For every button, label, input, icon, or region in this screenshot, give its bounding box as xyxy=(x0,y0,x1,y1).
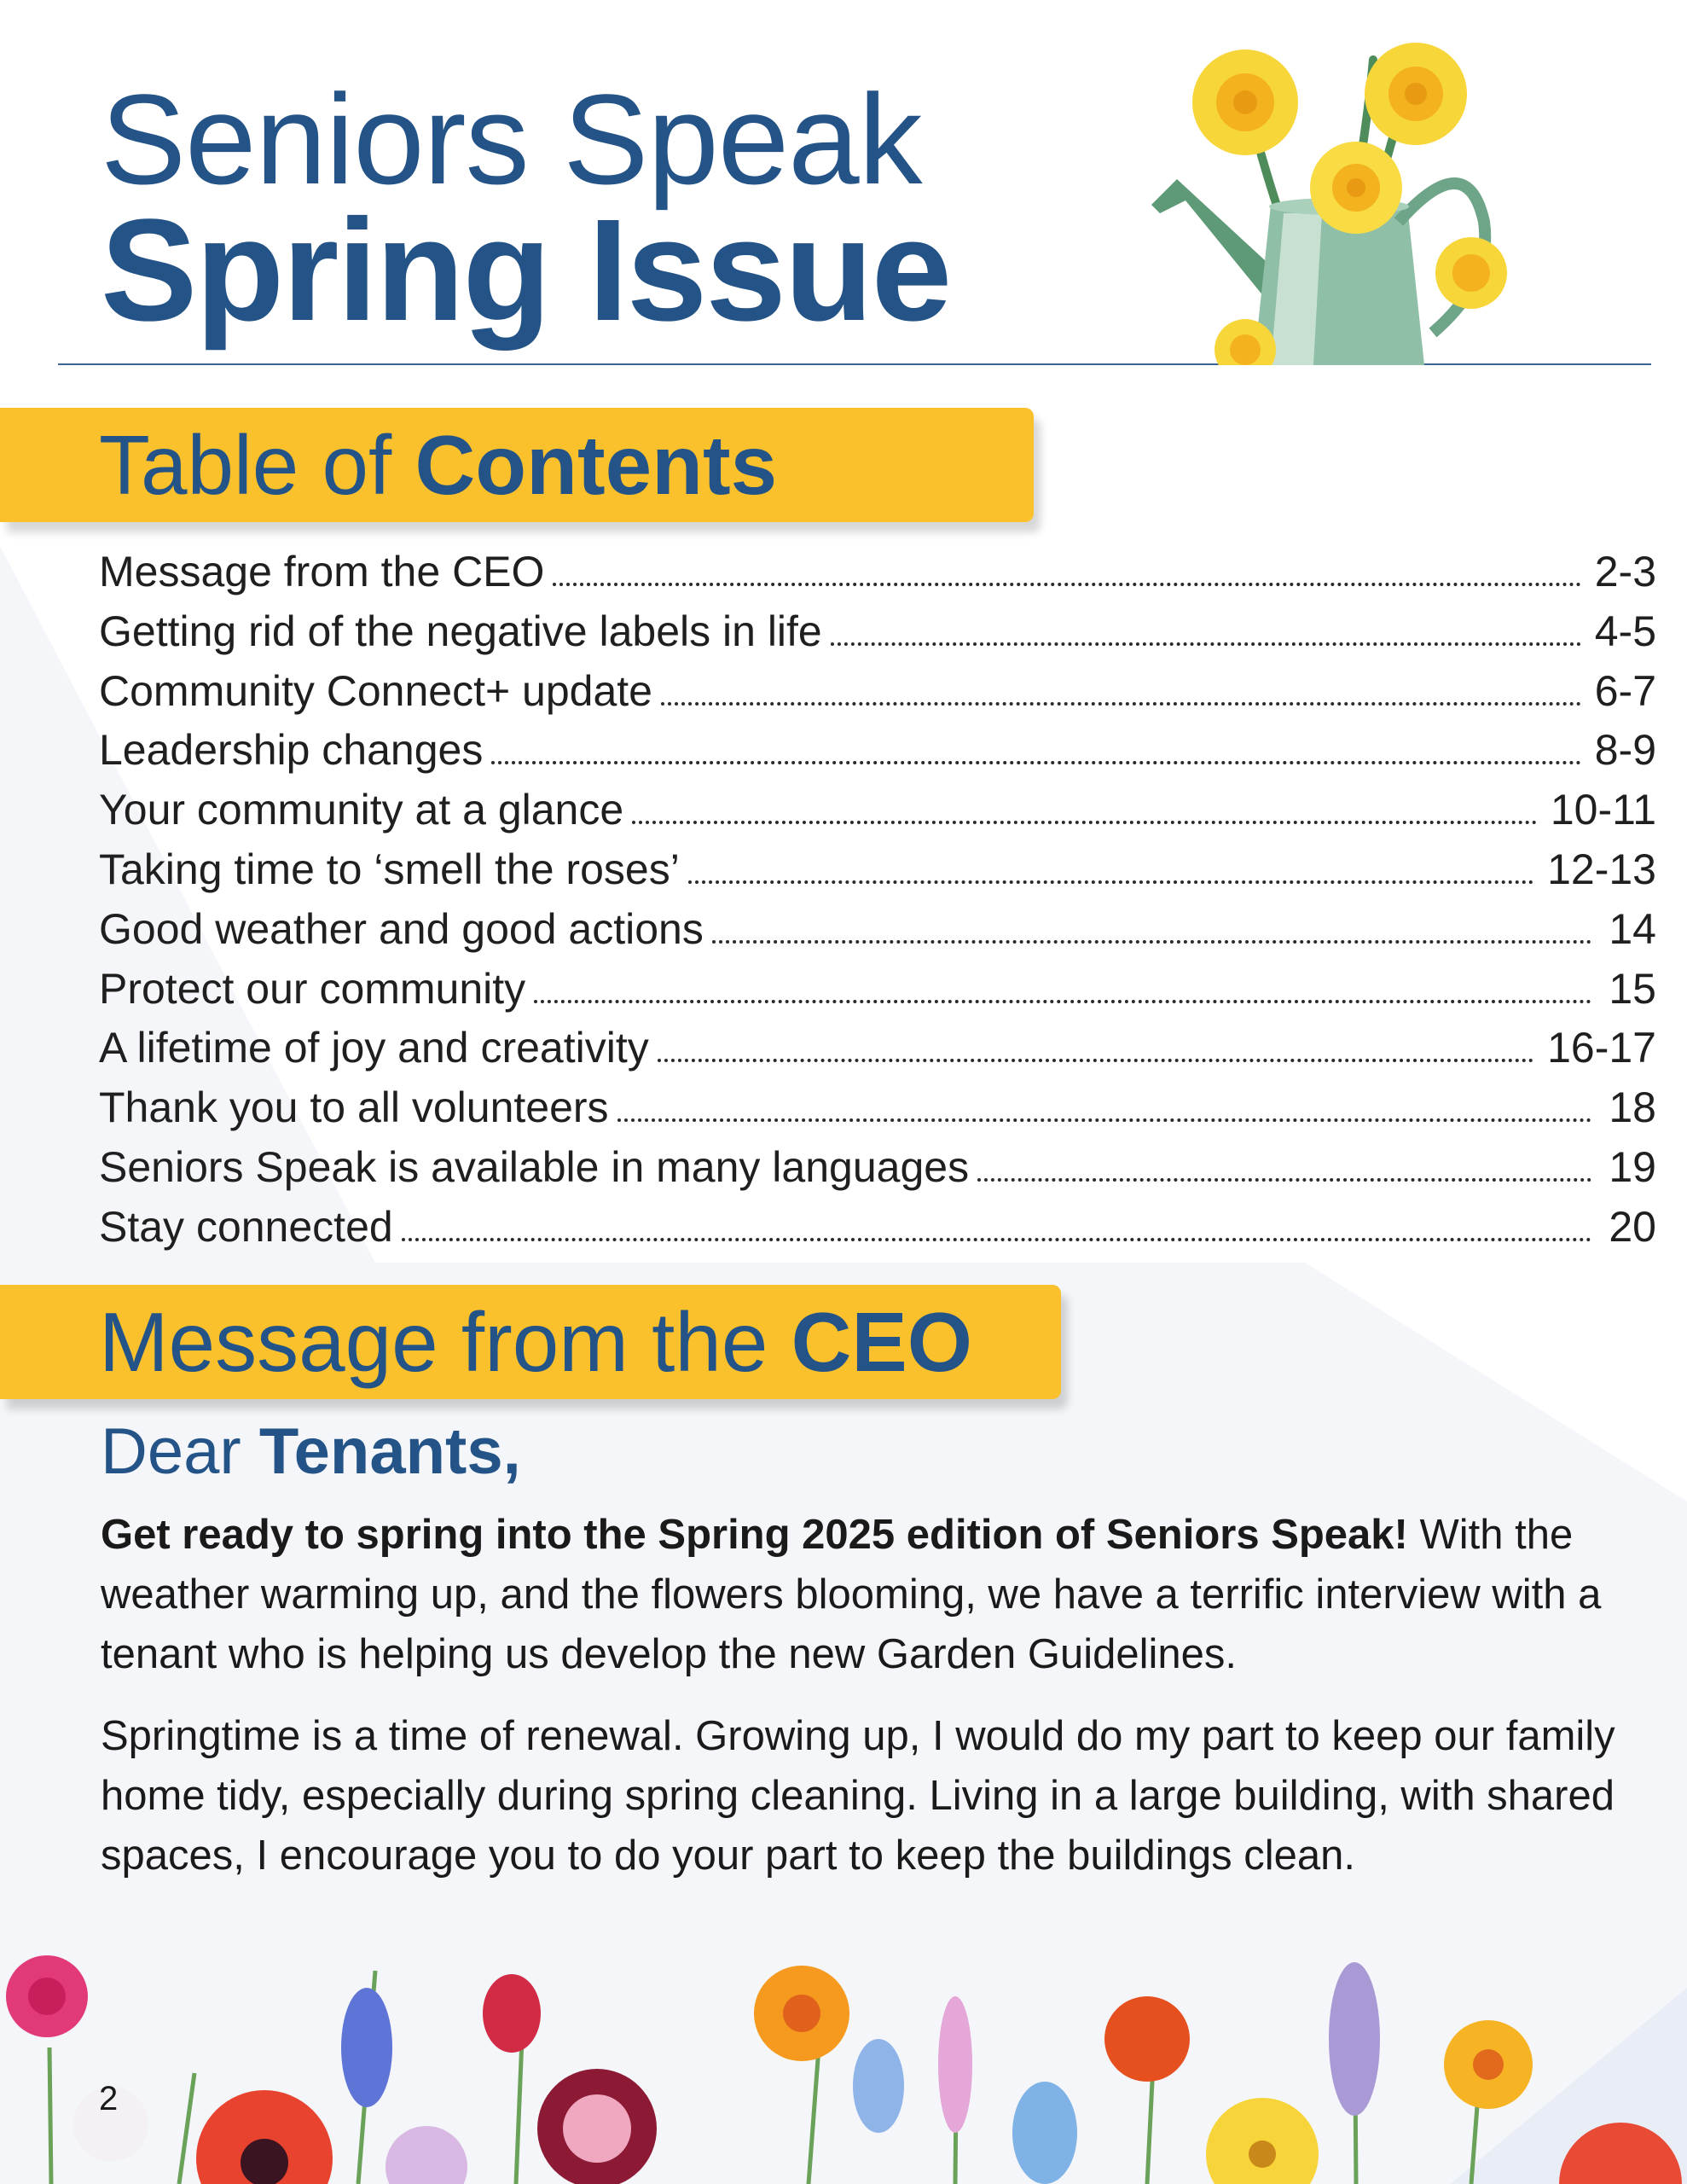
toc-entry-title: Taking time to ‘smell the roses’ xyxy=(99,845,680,893)
salutation-light: Dear xyxy=(101,1415,259,1488)
ceo-paragraph-1 xyxy=(101,1505,1636,1684)
toc-entry-title: Good weather and good actions xyxy=(99,904,704,953)
toc-entry-title: Protect our community xyxy=(99,964,526,1013)
issue-title: Spring Issue xyxy=(101,189,951,351)
daffodil-flower-3 xyxy=(1310,142,1402,234)
toc-entry-pages: 10-11 xyxy=(1550,786,1656,834)
toc-entry[interactable] xyxy=(99,1138,1656,1198)
yellow-orange-daisy-flower xyxy=(1444,2020,1533,2109)
toc-entry[interactable] xyxy=(99,900,1656,960)
toc-leader-dots xyxy=(491,761,1580,764)
toc-leader-dots xyxy=(553,583,1580,586)
toc-entry[interactable] xyxy=(99,840,1656,900)
salutation xyxy=(101,1409,521,1495)
toc-entry-pages: 20 xyxy=(1609,1202,1656,1251)
toc-entry-pages: 18 xyxy=(1609,1083,1656,1132)
wildflower-border-illustration xyxy=(0,1945,1687,2184)
toc-entry-title: Seniors Speak is available in many languages xyxy=(99,1142,970,1191)
red-tulip-flower xyxy=(483,1974,541,2053)
light-blue-delphinium-flower xyxy=(1012,2082,1077,2184)
toc-leader-dots xyxy=(402,1238,1591,1241)
ceo-heading-banner xyxy=(0,1285,1061,1399)
red-poppy-flower xyxy=(196,2090,333,2184)
toc-entry[interactable] xyxy=(99,721,1656,781)
toc-leader-dots xyxy=(617,1118,1591,1122)
toc-entry-title: Thank you to all volunteers xyxy=(99,1083,609,1132)
toc-entry-pages: 19 xyxy=(1609,1142,1656,1191)
masthead xyxy=(101,67,951,351)
toc-entry-pages: 6-7 xyxy=(1594,666,1656,715)
salutation-bold: Tenants, xyxy=(258,1415,521,1488)
toc-leader-dots xyxy=(658,1059,1533,1062)
toc-leader-dots xyxy=(688,880,1533,884)
toc-leader-dots xyxy=(534,1000,1591,1003)
publication-title: Seniors Speak xyxy=(101,67,922,211)
toc-leader-dots xyxy=(712,940,1591,944)
toc-entry-pages: 16-17 xyxy=(1547,1024,1656,1072)
toc-entry-pages: 12-13 xyxy=(1547,845,1656,893)
toc-entry-title: Message from the CEO xyxy=(99,548,545,595)
toc-heading-light: Table of xyxy=(99,418,415,512)
daffodil-flower-1 xyxy=(1192,49,1298,155)
toc-leader-dots xyxy=(831,642,1581,646)
daffodil-flower-2 xyxy=(1365,43,1467,145)
toc-entry[interactable] xyxy=(99,543,1656,602)
toc-entry-title: Stay connected xyxy=(99,1202,393,1251)
toc-entry-title: Community Connect+ update xyxy=(99,666,652,715)
toc-entry[interactable] xyxy=(99,781,1656,840)
toc-entry[interactable] xyxy=(99,960,1656,1019)
toc-entry[interactable] xyxy=(99,1019,1656,1078)
toc-entry-title: Getting rid of the negative labels in life xyxy=(99,607,822,655)
toc-entry[interactable] xyxy=(99,662,1656,722)
pink-snapdragon-flower xyxy=(938,1996,972,2133)
toc-entry-pages: 2-3 xyxy=(1594,548,1656,595)
blue-hyacinth-flower xyxy=(853,2039,904,2133)
orange-gerbera-flower xyxy=(754,1966,849,2061)
page-number: 2 xyxy=(99,2080,119,2117)
pink-nerine-flower xyxy=(6,1955,88,2037)
daffodil-watering-can-illustration xyxy=(1126,26,1527,365)
white-purple-flower xyxy=(386,2126,467,2184)
toc-leader-dots xyxy=(661,702,1581,706)
toc-leader-dots xyxy=(977,1178,1591,1182)
toc-entry-title: Leadership changes xyxy=(99,726,484,775)
toc-entry[interactable] xyxy=(99,1078,1656,1138)
ceo-heading-bold: CEO xyxy=(791,1295,972,1389)
table-of-contents xyxy=(99,543,1656,1258)
lavender-flower xyxy=(1329,1962,1380,2116)
toc-entry-pages: 4-5 xyxy=(1594,607,1656,655)
toc-heading-bold: Contents xyxy=(415,418,778,512)
ceo-heading-light: Message from the xyxy=(99,1295,791,1389)
toc-heading-banner xyxy=(0,408,1034,522)
daffodil-flower-4 xyxy=(1435,237,1507,309)
toc-entry-pages: 8-9 xyxy=(1594,726,1656,775)
ceo-paragraph-1-rest: With the weather warming up, and the flowers blooming, we have a terrific interview with a tenant who is helping us develop the new Garden Guidelines. xyxy=(101,1512,1602,1677)
ceo-paragraph-2: Springtime is a time of renewal. Growing up, I would do my part to keep our family home tidy, especially during spring cleaning. Living in a large building, with shared spaces, I encourage you to do your part to keep the buildings clean. xyxy=(101,1713,1615,1879)
toc-leader-dots xyxy=(632,821,1537,824)
yellow-cosmos-flower xyxy=(1206,2098,1319,2184)
ceo-paragraph-1-lead: Get ready to spring into the Spring 2025 edition of Seniors Speak! xyxy=(101,1512,1408,1558)
carnation-flower xyxy=(537,2069,657,2184)
toc-entry-pages: 15 xyxy=(1609,964,1656,1013)
red-anemone-flower xyxy=(1559,2123,1682,2184)
toc-entry-pages: 14 xyxy=(1609,904,1656,953)
toc-entry-title: A lifetime of joy and creativity xyxy=(99,1024,649,1072)
blue-lupine-flower xyxy=(341,1988,392,2107)
toc-entry[interactable] xyxy=(99,1198,1656,1258)
toc-entry[interactable] xyxy=(99,602,1656,662)
toc-entry-title: Your community at a glance xyxy=(99,786,624,834)
orange-red-zinnia-flower xyxy=(1104,1996,1190,2082)
